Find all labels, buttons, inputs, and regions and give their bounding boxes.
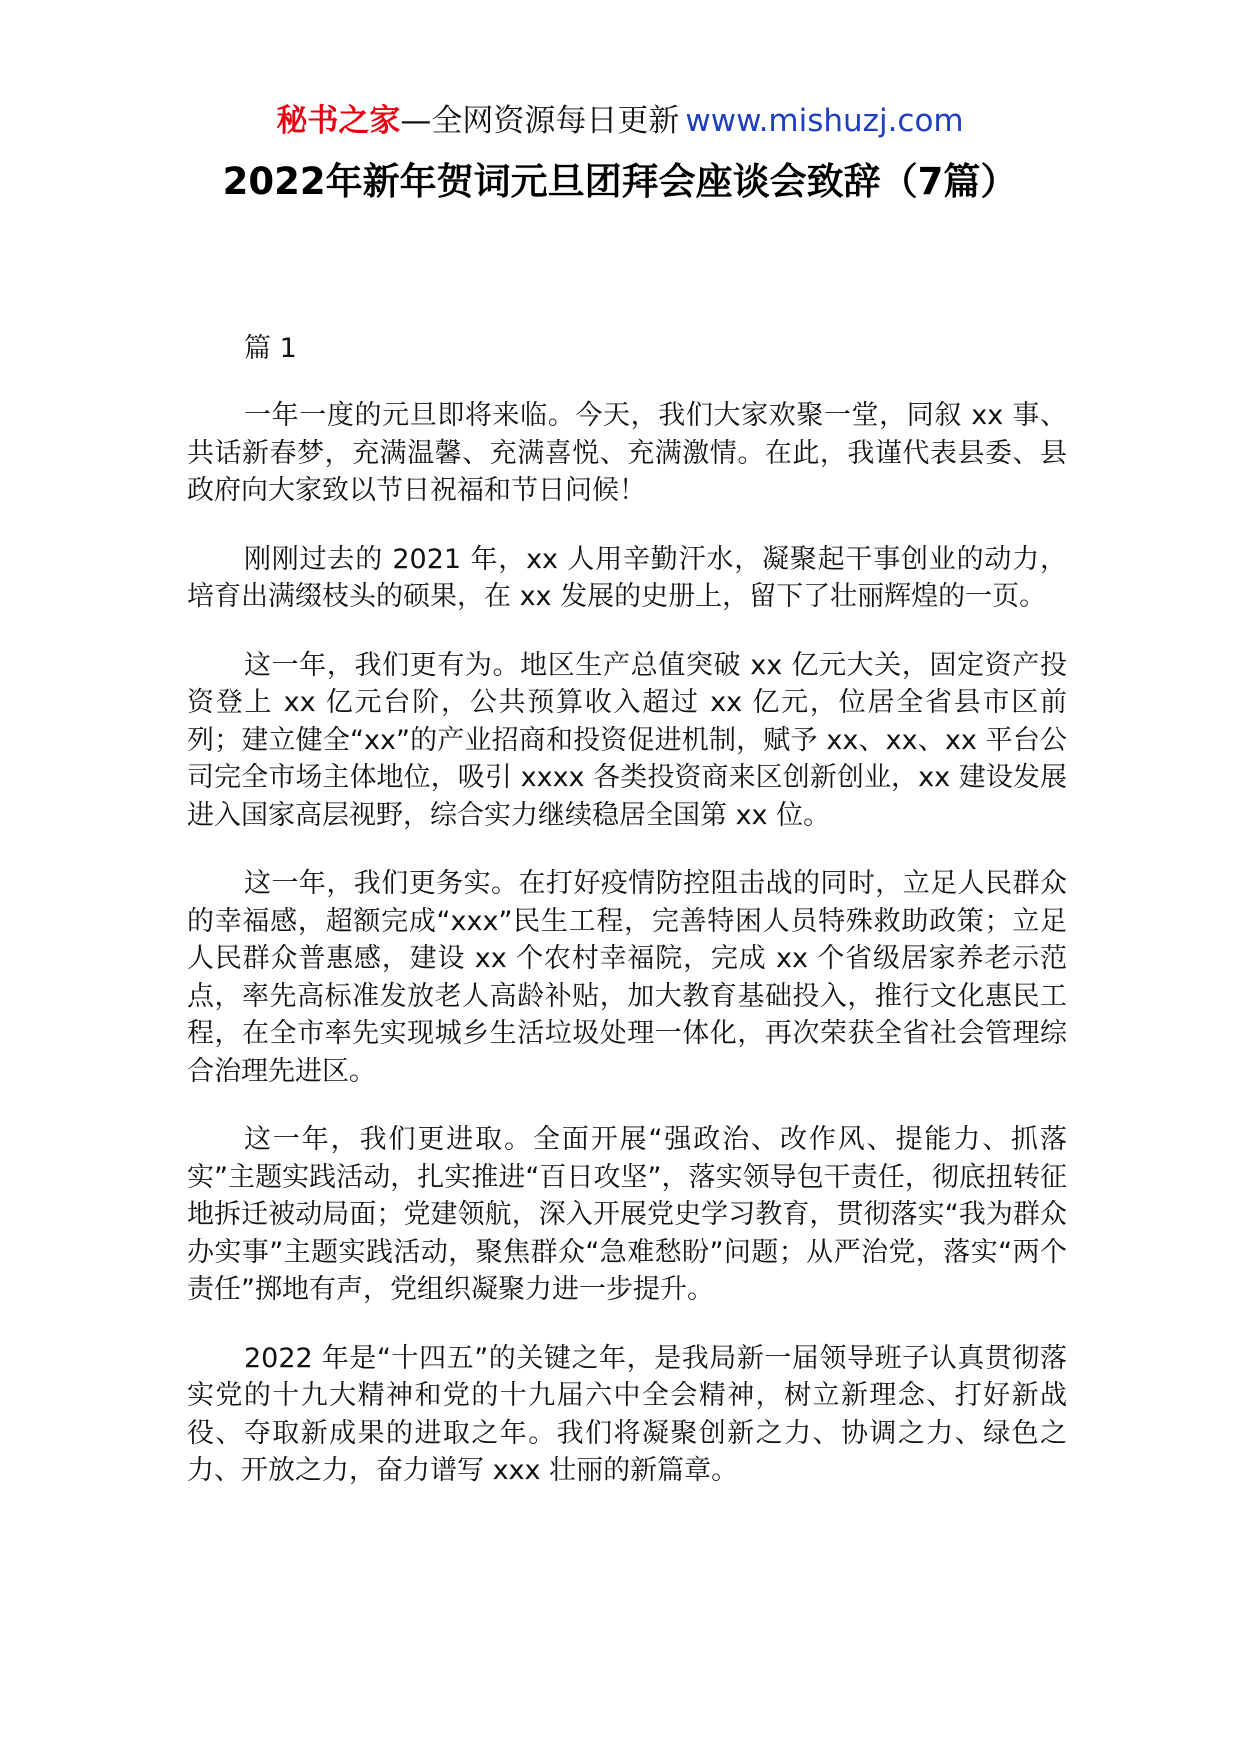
paragraph-2: 刚刚过去的 2021 年，xx 人用辛勤汗水，凝聚起干事创业的动力，培育出满缀枝头的硕果，在 xx 发展的史册上，留下了壮丽辉煌的一页。 (187, 543, 1067, 612)
paragraph-1: 一年一度的元旦即将来临。今天，我们大家欢聚一堂，同叙 xx 事、共话新春梦，充满温馨、充满喜悦、充满激情。在此，我谨代表县委、县政府向大家致以节日祝福和节日问候！ (187, 400, 1067, 506)
paragraph-6: 2022 年是“十四五”的关键之年，是我局新一届领导班子认真贯彻落实党的十九大精神和党的十九届六中全会精神，树立新理念、打好新战役、夺取新成果的进取之年。我们将凝聚创新之力、协调之力、绿色之力、开放之力，奋力谱写 xxx 壮丽的新篇章。 (187, 1342, 1067, 1486)
site-slogan: —全网资源每日更新 (400, 103, 680, 139)
paragraph-4: 这一年，我们更务实。在打好疫情防控阻击战的同时，立足人民群众的幸福感，超额完成“xxx”民生工程，完善特困人员特殊救助政策；立足人民群众普惠感，建设 xx 个农村幸福院，完成 xx 个省级居家养老示范点，率先高标准发放老人高龄补贴，加大教育基础投入，推行文化惠民工程，在全市率先实现城乡生活垃圾处理一体化，再次荣获全省社会管理综合治理先进区。 (187, 868, 1067, 1087)
paragraph-5: 这一年，我们更进取。全面开展“强政治、改作风、提能力、抓落实”主题实践活动，扎实推进“百日攻坚”，落实领导包干责任，彻底扭转征地拆迁被动局面；党建领航，深入开展党史学习教育，贯彻落实“我为群众办实事”主题实践活动，聚焦群众“急难愁盼”问题；从严治党，落实“两个责任”掷地有声，党组织凝聚力进一步提升。 (187, 1124, 1067, 1305)
document-body (187, 330, 1067, 1521)
site-url-link[interactable]: www.mishuzj.com (685, 103, 964, 139)
document-title: 2022年新年贺词元旦团拜会座谈会致辞（7篇） (222, 160, 1018, 203)
section-label: 篇 1 (244, 333, 297, 364)
site-header (0, 100, 1240, 142)
site-name: 秘书之家 (276, 103, 401, 139)
paragraph-3: 这一年，我们更有为。地区生产总值突破 xx 亿元大关，固定资产投资登上 xx 亿元台阶，公共预算收入超过 xx 亿元，位居全省县市区前列；建立健全“xx”的产业招商和投资促进机制，赋予 xx、xx、xx 平台公司完全市场主体地位，吸引 xxxx 各类投资商来区创新创业，xx 建设发展进入国家高层视野，综合实力继续稳居全国第 xx 位。 (187, 649, 1067, 831)
